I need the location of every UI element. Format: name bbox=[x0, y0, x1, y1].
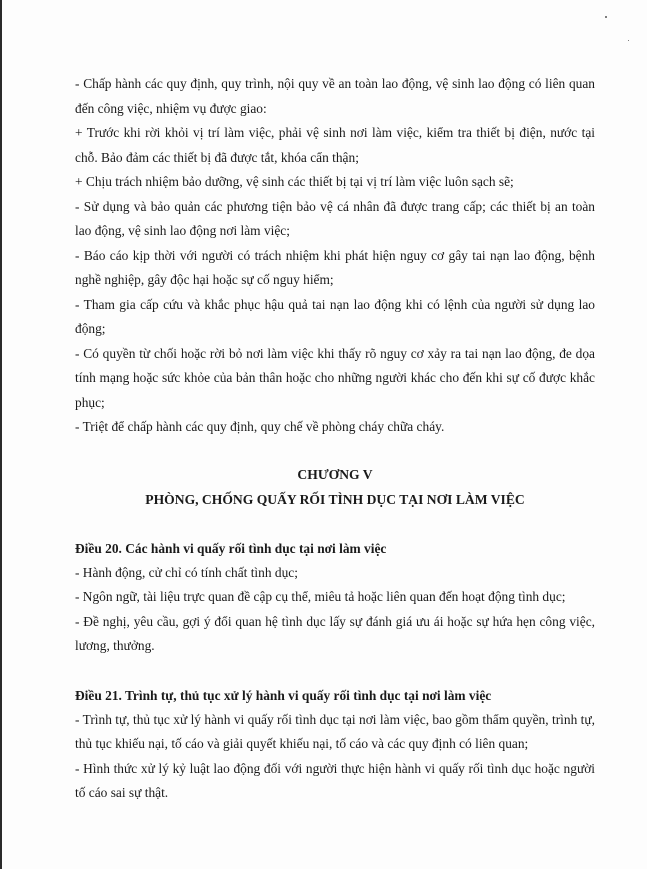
scan-speck bbox=[628, 40, 629, 41]
paragraph: - Ngôn ngữ, tài liệu trực quan đề cập cụ thể, miêu tả hoặc liên quan đến hoạt động tình dục; bbox=[75, 589, 566, 604]
paragraph: - Báo cáo kịp thời với người có trách nhiệm khi phát hiện nguy cơ gây tai nạn lao động, bệnh nghề nghiệp, gây độc hại hoặc sự cố nguy hiểm; bbox=[75, 247, 595, 287]
article-title: Điều 20. Các hành vi quấy rối tình dục tại nơi làm việc bbox=[75, 540, 387, 556]
article-title: Điều 21. Trình tự, thủ tục xử lý hành vi quấy rối tình dục tại nơi làm việc bbox=[75, 687, 492, 703]
paragraph: - Triệt để chấp hành các quy định, quy chế về phòng cháy chữa cháy. bbox=[75, 419, 445, 434]
paragraph: - Trình tự, thủ tục xử lý hành vi quấy rối tình dục tại nơi làm việc, bao gồm thẩm quyền, trình tự, thủ tục khiếu nại, tố cáo và giải quyết khiếu nại, tố cáo và các quy định có liên quan; bbox=[75, 711, 595, 751]
safety-obligations-section bbox=[75, 72, 595, 440]
chapter-title: PHÒNG, CHỐNG QUẤY RỐI TÌNH DỤC TẠI NƠI LÀM VIỆC bbox=[145, 491, 525, 507]
document-body bbox=[75, 72, 595, 806]
paragraph: - Hình thức xử lý kỷ luật lao động đối với người thực hiện hành vi quấy rối tình dục hoặc người tố cáo sai sự thật. bbox=[75, 760, 595, 800]
scan-speck bbox=[605, 16, 607, 18]
article-21 bbox=[75, 683, 595, 806]
paragraph: + Chịu trách nhiệm bảo dưỡng, vệ sinh các thiết bị tại vị trí làm việc luôn sạch sẽ; bbox=[75, 174, 514, 189]
chapter-heading bbox=[75, 462, 595, 512]
chapter-number: CHƯƠNG V bbox=[297, 466, 373, 482]
article-20 bbox=[75, 536, 595, 659]
paragraph: - Hành động, cử chỉ có tính chất tình dục; bbox=[75, 564, 298, 580]
paragraph: - Tham gia cấp cứu và khắc phục hậu quả tai nạn lao động khi có lệnh của người sử dụng lao động; bbox=[75, 296, 595, 336]
paragraph: - Đề nghị, yêu cầu, gợi ý đổi quan hệ tình dục lấy sự đánh giá ưu ái hoặc sự hứa hẹn công việc, lương, thưởng. bbox=[75, 613, 595, 653]
paragraph: + Trước khi rời khỏi vị trí làm việc, phải vệ sinh nơi làm việc, kiểm tra thiết bị điện, nước tại chỗ. Bảo đảm các thiết bị đã được tắt, khóa cẩn thận; bbox=[75, 125, 595, 165]
paragraph: - Sử dụng và bảo quản các phương tiện bảo vệ cá nhân đã được trang cấp; các thiết bị an toàn lao động, vệ sinh lao động nơi làm việc; bbox=[75, 198, 595, 238]
paragraph: - Có quyền từ chối hoặc rời bỏ nơi làm việc khi thấy rõ nguy cơ xảy ra tai nạn lao động, đe dọa tính mạng hoặc sức khỏe của bản thân hoặc cho những người khác cho đến khi sự cố được khắc phục; bbox=[75, 345, 595, 410]
paragraph: - Chấp hành các quy định, quy trình, nội quy về an toàn lao động, vệ sinh lao động có liên quan đến công việc, nhiệm vụ được giao: bbox=[75, 76, 595, 116]
